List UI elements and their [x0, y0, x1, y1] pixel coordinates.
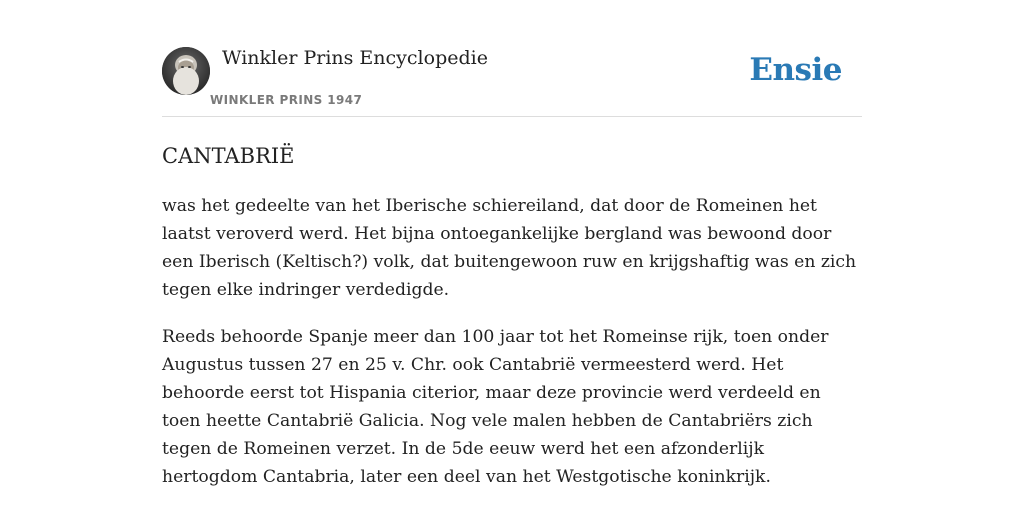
author-avatar-icon[interactable] — [162, 47, 210, 95]
article-paragraph: was het gedeelte van het Iberische schiereiland, dat door de Romeinen het laatst veroverd werd. Het bijna ontoegankelijke bergland was bewoond door een Iberisch (Keltisch?) volk, dat buitengewoon ruw en krijgshaftig was en zich tegen elke indringer verdedigde. — [162, 196, 857, 300]
ensie-logo[interactable]: Ensie — [749, 52, 842, 88]
site-header — [162, 46, 862, 117]
site-title[interactable]: Winkler Prins Encyclopedie — [222, 47, 488, 69]
edition-subtitle[interactable]: WINKLER PRINS 1947 — [210, 93, 363, 107]
article-body — [162, 192, 862, 510]
article-paragraph: Reeds behoorde Spanje meer dan 100 jaar tot het Romeinse rijk, toen onder Augustus tussen 27 en 25 v. Chr. ook Cantabrië vermeesterd werd. Het behoorde eerst tot Hispania citerior, maar deze provincie werd verdeeld en toen heette Cantabrië Galicia. Nog vele malen hebben de Cantabriërs zich tegen de Romeinen verzet. In de 5de eeuw werd het een afzonderlijk hertogdom Cantabria, later een deel van het Westgotische koninkrijk. — [162, 327, 829, 487]
article-headword: CANTABRIË — [162, 144, 295, 168]
